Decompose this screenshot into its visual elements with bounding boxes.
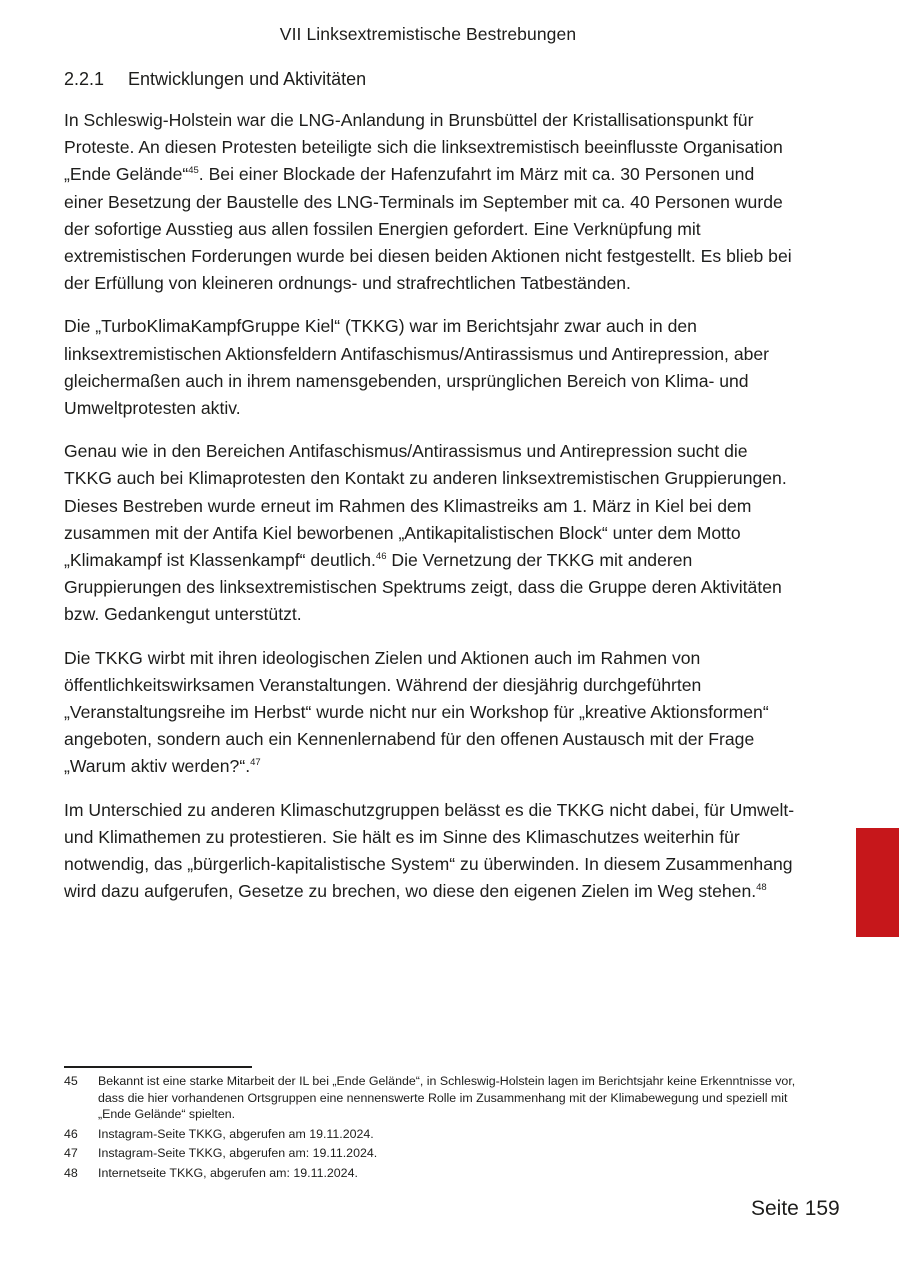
footnote-number: 48 bbox=[64, 1165, 78, 1180]
footnote-text: Bekannt ist eine starke Mitarbeit der IL bei „Ende Gelände“, in Schleswig-Holstein lagen im Berichtsjahr keine Erkenntnisse vor, dass die hier vorhandenen Ortsgruppen eine nennenswerte Rolle im Zusammenhang mit der Klimabewegung und speziell mit „Ende Gelände“ spielten. bbox=[98, 1074, 796, 1121]
paragraph-5 bbox=[64, 797, 796, 906]
paragraph-text: Die „TurboKlimaKampfGruppe Kiel“ (TKKG) war im Berichtsjahr zwar auch in den linksextremistischen Aktionsfeldern Antifaschismus/Antirassismus und Antirepression, aber gleichermaßen auch in ihrem namensgebenden, ursprünglichen Bereich von Klima- und Umweltprotesten aktiv. bbox=[64, 316, 770, 419]
footnotes bbox=[64, 1073, 804, 1184]
paragraph-text: Die Vernetzung der TKKG mit anderen Gruppierungen des linksextremistischen Spektrums zeigt, dass die Gruppe deren Aktivitäten bzw. Gedankengut unterstützt. bbox=[64, 550, 782, 625]
footnote-number: 46 bbox=[64, 1126, 78, 1141]
footnote-46 bbox=[64, 1126, 804, 1143]
paragraph-4 bbox=[64, 645, 796, 781]
footnote-ref-45[interactable]: 45 bbox=[188, 165, 199, 177]
footnote-ref-47[interactable]: 47 bbox=[250, 757, 261, 769]
section-number: 2.2.1 bbox=[64, 69, 105, 89]
footnote-48 bbox=[64, 1165, 804, 1182]
footnote-divider bbox=[64, 1066, 252, 1068]
footnote-text: Internetseite TKKG, abgerufen am: 19.11.2024. bbox=[98, 1165, 358, 1180]
paragraph-text: Im Unterschied zu anderen Klimaschutzgruppen belässt es die TKKG nicht dabei, für Umwelt- und Klimathemen zu protestieren. Sie hält es im Sinne des Klimaschutzes weiterhin für notwendig, das „bürgerlich-kapitalistische System“ zu überwinden. In diesem Zusammenhang wird dazu aufgerufen, Gesetze zu brechen, wo diese den eigenen Zielen im Weg stehen. bbox=[64, 799, 795, 902]
footnote-45 bbox=[64, 1073, 804, 1123]
page-number: Seite 159 bbox=[751, 1197, 840, 1220]
chapter-side-tab bbox=[856, 828, 899, 937]
paragraph-text: In Schleswig-Holstein war die LNG-Anlandung in Brunsbüttel der Kristallisationspunkt für Proteste. An diesen Protesten beteiligte sich die linksextremistisch beeinflusste Organisation „Ende Gelände“ bbox=[64, 110, 783, 185]
footnote-ref-46[interactable]: 46 bbox=[375, 551, 387, 563]
section-heading bbox=[64, 69, 366, 90]
running-header: VII Linksextremistische Bestrebungen bbox=[279, 24, 577, 44]
footnote-text: Instagram-Seite TKKG, abgerufen am 19.11.2024. bbox=[98, 1126, 374, 1141]
footnote-number: 45 bbox=[64, 1074, 78, 1088]
section-title: Entwicklungen und Aktivitäten bbox=[128, 69, 367, 89]
paragraph-2 bbox=[64, 313, 796, 422]
footnote-text: Instagram-Seite TKKG, abgerufen am: 19.11.2024. bbox=[98, 1146, 378, 1160]
footnote-ref-48[interactable]: 48 bbox=[756, 882, 767, 894]
paragraph-text: . Bei einer Blockade der Hafenzufahrt im März mit ca. 30 Personen und einer Besetzung der Baustelle des LNG-Terminals im September mit ca. 40 Personen wurde der sofortige Ausstieg aus allen fossilen Energien gefordert. Eine Verknüpfung mit extremistischen Forderungen wurde bei diesen beiden Aktionen nicht festgestellt. Es blieb bei der Erfüllung von kleineren ordnungs- und strafrechtlichen Tatbeständen. bbox=[64, 164, 792, 294]
body-text bbox=[64, 107, 796, 921]
paragraph-text: Die TKKG wirbt mit ihren ideologischen Zielen und Aktionen auch im Rahmen von öffentlichkeitswirksamen Veranstaltungen. Während der diesjährig durchgeführten „Veranstaltungsreihe im Herbst“ wurde nicht nur ein Workshop für „kreative Aktionsformen“ angeboten, sondern auch ein Kennenlernabend für den offenen Austausch mit der Frage „Warum aktiv werden?“. bbox=[64, 647, 769, 777]
paragraph-1 bbox=[64, 107, 796, 297]
footnote-47 bbox=[64, 1145, 804, 1162]
paragraph-3 bbox=[64, 438, 796, 628]
footnote-number: 47 bbox=[64, 1146, 78, 1160]
paragraph-text: Genau wie in den Bereichen Antifaschismus/Antirassismus und Antirepression sucht die TKKG auch bei Klimaprotesten den Kontakt zu anderen linksextremistischen Gruppierungen. Dieses Bestreben wurde erneut im Rahmen des Klimastreiks am 1. März in Kiel bei dem zusammen mit der Antifa Kiel beworbenen „Antikapitalistischen Block“ unter dem Motto „Klimakampf ist Klassenkampf“ deutlich. bbox=[64, 441, 787, 571]
